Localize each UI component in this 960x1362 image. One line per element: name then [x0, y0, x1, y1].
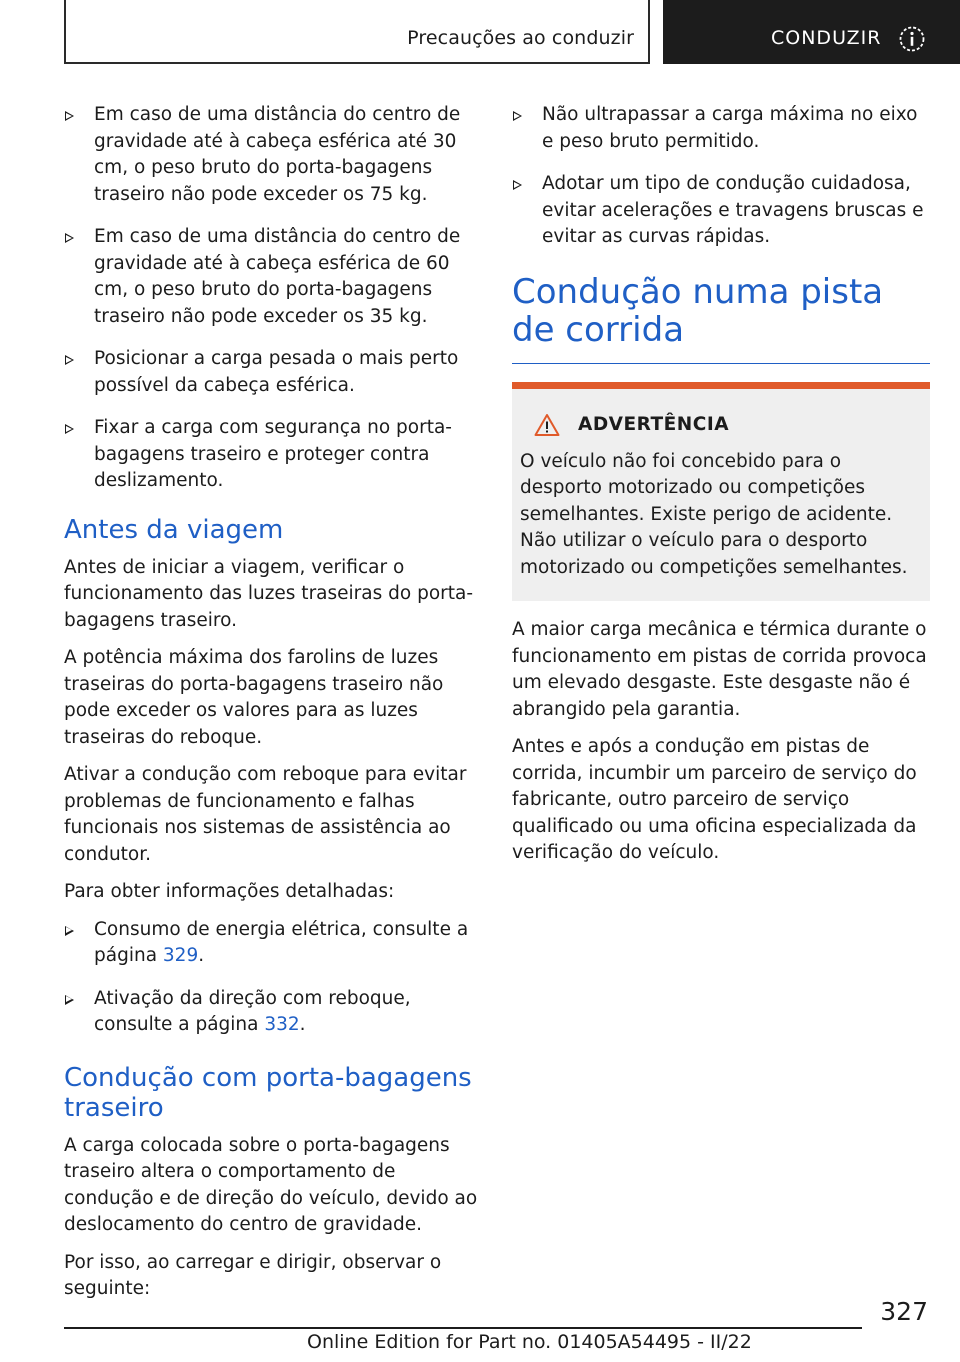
paragraph: A potência máxima dos farolins de luzes traseiras do porta-bagagens traseiro não pode exceder os valores para as luzes traseiras do reboque. — [64, 647, 444, 748]
list-item-text: Em caso de uma distância do centro de gravidade até à cabeça esférica de 60 cm, o peso bruto do porta-bagagens traseiro não pode exceder os 35 kg. — [94, 226, 461, 327]
list-item — [64, 986, 480, 1039]
bullet-arrow-icon — [65, 111, 74, 121]
list-item — [64, 346, 480, 399]
reference-list — [64, 917, 480, 1039]
section-title: Precauções ao conduzir — [407, 27, 634, 49]
warning-text: O veículo não foi concebido para o desporto motorizado ou competições semelhantes. Existe perigo de acidente. Não utilizar o veículo para o desporto motorizado ou competições semelhantes. — [520, 450, 908, 578]
race-track-heading: Condução numa pista de corrida — [512, 273, 930, 364]
left-column — [64, 102, 480, 1314]
paragraph: Para obter informações detalhadas: — [64, 881, 395, 902]
bullet-arrow-icon — [65, 424, 74, 434]
page-link-332[interactable]: 332 — [264, 1014, 300, 1035]
bullet-arrow-icon — [513, 180, 522, 190]
paragraph: Antes e após a condução em pistas de corrida, incumbir um parceiro de serviço do fabricante, outro parceiro de serviço qualificado ou uma oficina especializada da verificação do veículo. — [512, 736, 917, 863]
carrier-load-list — [64, 102, 480, 495]
list-item-text: Posicionar a carga pesada o mais perto possível da cabeça esférica. — [94, 348, 459, 396]
warning-title: ADVERTÊNCIA — [578, 414, 730, 435]
warning-box — [512, 382, 930, 602]
list-item-text: Fixar a carga com segurança no porta-bagagens traseiro e proteger contra deslizamento. — [94, 417, 452, 491]
warning-triangle-icon — [534, 413, 560, 437]
paragraph: A maior carga mecânica e térmica durante o funcionamento em pistas de corrida provoca um elevado desgaste. Este desgaste não é abrangido pela garantia. — [512, 619, 927, 720]
paragraph: Por isso, ao carregar e dirigir, observar o seguinte: — [64, 1251, 442, 1299]
list-item — [64, 415, 480, 495]
list-item — [64, 917, 480, 970]
bullet-arrow-icon — [65, 995, 74, 1005]
paragraph: Antes de iniciar a viagem, verificar o funcionamento das luzes traseiras do porta-bagagens traseiro. — [64, 556, 474, 631]
chapter-title[interactable]: CONDUZIR — [771, 27, 882, 49]
right-column — [512, 102, 930, 878]
driving-precautions-list — [512, 102, 930, 251]
header-section-box — [64, 0, 650, 64]
list-item-text: Consumo de energia elétrica, consulte a página — [94, 918, 469, 966]
bullet-arrow-icon — [65, 233, 74, 243]
list-item — [64, 224, 480, 330]
bullet-arrow-icon — [65, 355, 74, 365]
header-chapter-box[interactable] — [663, 0, 960, 64]
paragraph: Ativar a condução com reboque para evitar problemas de funcionamento e falhas funcionais nos sistemas de assistência ao condutor. — [64, 764, 467, 865]
list-item-text: Adotar um tipo de condução cuidadosa, evitar acelerações e travagens bruscas e evitar as curvas rápidas. — [542, 173, 924, 247]
footer-divider — [64, 1327, 862, 1329]
list-item — [512, 171, 930, 251]
list-item-end: . — [198, 945, 205, 966]
list-item-text: Ativação da direção com reboque, consulte a página — [94, 987, 411, 1035]
list-item — [512, 102, 930, 155]
paragraph: A carga colocada sobre o porta-bagagens traseiro altera o comportamento de condução e de direção do veículo, devido ao deslocamento do centro de gravidade. — [64, 1134, 478, 1235]
before-trip-heading: Antes da viagem — [64, 514, 284, 545]
page-number: 327 — [880, 1297, 928, 1326]
list-item-text: Não ultrapassar a carga máxima no eixo e peso bruto permitido. — [542, 104, 918, 152]
warning-title-row — [520, 413, 922, 437]
page-link-329[interactable]: 329 — [162, 945, 199, 966]
list-item-text: Em caso de uma distância do centro de gravidade até à cabeça esférica até 30 cm, o peso bruto do porta-bagagens traseiro não pode exceder os 75 kg. — [94, 104, 461, 205]
list-item — [64, 102, 480, 208]
edition-footer: Online Edition for Part no. 01405A54495 - II/22 — [307, 1331, 752, 1353]
list-item-end: . — [299, 1014, 306, 1035]
bullet-arrow-icon — [513, 111, 522, 121]
info-icon[interactable] — [899, 26, 925, 52]
bullet-arrow-icon — [65, 926, 74, 936]
rear-carrier-heading: Condução com porta-bagagens traseiro — [64, 1062, 472, 1123]
